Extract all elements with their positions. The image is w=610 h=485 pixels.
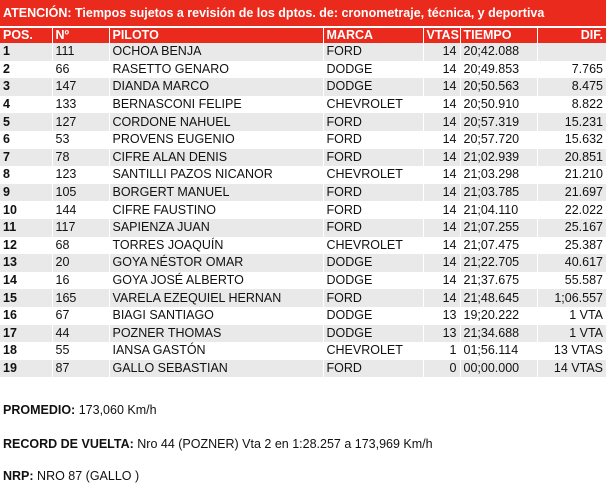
cell-vtas: 13: [423, 325, 460, 343]
table-row: [0, 342, 606, 360]
cell-vtas: 14: [423, 201, 460, 219]
table-row: [0, 166, 606, 184]
cell-piloto: POZNER THOMAS: [109, 325, 323, 343]
cell-dif: 40.617: [537, 254, 606, 272]
cell-piloto: VARELA EZEQUIEL HERNAN: [109, 289, 323, 307]
cell-marca: DODGE: [323, 325, 423, 343]
table-row: [0, 325, 606, 343]
cell-tiempo: 21;07.255: [460, 219, 537, 237]
cell-num: 55: [52, 342, 109, 360]
cell-piloto: TORRES JOAQUÍN: [109, 237, 323, 255]
cell-pos: 3: [0, 78, 52, 96]
promedio-label: PROMEDIO:: [3, 403, 76, 417]
table-row: [0, 113, 606, 131]
cell-vtas: 14: [423, 61, 460, 79]
cell-piloto: GOYA JOSÉ ALBERTO: [109, 272, 323, 290]
promedio-line: [3, 403, 157, 417]
cell-pos: 16: [0, 307, 52, 325]
cell-num: 68: [52, 237, 109, 255]
cell-pos: 11: [0, 219, 52, 237]
record-value: Nro 44 (POZNER) Vta 2 en 1:28.257 a 173,969 Km/h: [137, 437, 433, 451]
cell-dif: 20.851: [537, 149, 606, 167]
cell-pos: 9: [0, 184, 52, 202]
cell-pos: 2: [0, 61, 52, 79]
cell-tiempo: 21;03.785: [460, 184, 537, 202]
cell-piloto: IANSA GASTÓN: [109, 342, 323, 360]
table-row: [0, 289, 606, 307]
cell-vtas: 14: [423, 96, 460, 114]
record-label: RECORD DE VUELTA:: [3, 437, 134, 451]
cell-marca: DODGE: [323, 254, 423, 272]
table-row: [0, 237, 606, 255]
table-row: [0, 131, 606, 149]
cell-marca: CHEVROLET: [323, 237, 423, 255]
cell-dif: 55.587: [537, 272, 606, 290]
cell-vtas: 14: [423, 113, 460, 131]
results-body: [0, 43, 606, 377]
nrp-label: NRP:: [3, 469, 34, 483]
col-header-pos: POS.: [0, 28, 52, 43]
table-row: [0, 78, 606, 96]
table-row: [0, 149, 606, 167]
cell-marca: CHEVROLET: [323, 96, 423, 114]
cell-piloto: PROVENS EUGENIO: [109, 131, 323, 149]
cell-num: 16: [52, 272, 109, 290]
cell-num: 123: [52, 166, 109, 184]
cell-piloto: BORGERT MANUEL: [109, 184, 323, 202]
cell-dif: 21.697: [537, 184, 606, 202]
cell-num: 78: [52, 149, 109, 167]
table-row: [0, 254, 606, 272]
cell-num: 127: [52, 113, 109, 131]
cell-tiempo: 20;50.910: [460, 96, 537, 114]
cell-piloto: CORDONE NAHUEL: [109, 113, 323, 131]
cell-piloto: SANTILLI PAZOS NICANOR: [109, 166, 323, 184]
cell-marca: CHEVROLET: [323, 342, 423, 360]
cell-dif: [537, 43, 606, 61]
cell-pos: 15: [0, 289, 52, 307]
cell-num: 53: [52, 131, 109, 149]
cell-dif: 7.765: [537, 61, 606, 79]
cell-marca: DODGE: [323, 61, 423, 79]
table-row: [0, 96, 606, 114]
record-line: [3, 437, 433, 451]
cell-num: 67: [52, 307, 109, 325]
cell-dif: 14 VTAS: [537, 360, 606, 378]
results-table: [0, 28, 606, 377]
cell-pos: 17: [0, 325, 52, 343]
cell-marca: FORD: [323, 201, 423, 219]
cell-marca: DODGE: [323, 272, 423, 290]
cell-vtas: 14: [423, 237, 460, 255]
cell-num: 133: [52, 96, 109, 114]
cell-pos: 7: [0, 149, 52, 167]
cell-pos: 18: [0, 342, 52, 360]
cell-dif: 13 VTAS: [537, 342, 606, 360]
cell-num: 20: [52, 254, 109, 272]
cell-vtas: 1: [423, 342, 460, 360]
table-row: [0, 184, 606, 202]
cell-vtas: 14: [423, 166, 460, 184]
cell-vtas: 14: [423, 131, 460, 149]
cell-num: 147: [52, 78, 109, 96]
cell-num: 165: [52, 289, 109, 307]
cell-tiempo: 20;49.853: [460, 61, 537, 79]
cell-dif: 15.632: [537, 131, 606, 149]
cell-vtas: 13: [423, 307, 460, 325]
cell-tiempo: 20;57.720: [460, 131, 537, 149]
cell-marca: FORD: [323, 219, 423, 237]
cell-pos: 5: [0, 113, 52, 131]
cell-tiempo: 20;50.563: [460, 78, 537, 96]
cell-tiempo: 21;37.675: [460, 272, 537, 290]
table-row: [0, 219, 606, 237]
cell-marca: FORD: [323, 131, 423, 149]
cell-tiempo: 21;48.645: [460, 289, 537, 307]
cell-dif: 25.167: [537, 219, 606, 237]
cell-dif: 22.022: [537, 201, 606, 219]
col-header-tiempo: TIEMPO: [460, 28, 537, 43]
col-header-vtas: VTAS: [423, 28, 460, 43]
cell-num: 105: [52, 184, 109, 202]
col-header-dif: DIF.: [537, 28, 606, 43]
cell-marca: FORD: [323, 184, 423, 202]
cell-dif: 8.475: [537, 78, 606, 96]
cell-num: 111: [52, 43, 109, 61]
cell-pos: 8: [0, 166, 52, 184]
cell-pos: 4: [0, 96, 52, 114]
cell-dif: 25.387: [537, 237, 606, 255]
cell-dif: 21.210: [537, 166, 606, 184]
attention-banner: ATENCIÓN: Tiempos sujetos a revisión de los dptos. de: cronometraje, técnica, y deportiva: [0, 0, 606, 26]
cell-pos: 6: [0, 131, 52, 149]
cell-dif: 8.822: [537, 96, 606, 114]
cell-tiempo: 21;04.110: [460, 201, 537, 219]
col-header-num: Nº: [52, 28, 109, 43]
cell-marca: CHEVROLET: [323, 166, 423, 184]
cell-tiempo: 21;02.939: [460, 149, 537, 167]
cell-marca: DODGE: [323, 307, 423, 325]
table-row: [0, 272, 606, 290]
cell-num: 87: [52, 360, 109, 378]
cell-marca: FORD: [323, 149, 423, 167]
cell-tiempo: 21;34.688: [460, 325, 537, 343]
cell-vtas: 14: [423, 289, 460, 307]
col-header-marca: MARCA: [323, 28, 423, 43]
cell-dif: 1 VTA: [537, 307, 606, 325]
cell-marca: FORD: [323, 360, 423, 378]
cell-piloto: SAPIENZA JUAN: [109, 219, 323, 237]
cell-tiempo: 19;20.222: [460, 307, 537, 325]
cell-vtas: 14: [423, 272, 460, 290]
cell-vtas: 14: [423, 43, 460, 61]
cell-piloto: GALLO SEBASTIAN: [109, 360, 323, 378]
cell-vtas: 14: [423, 149, 460, 167]
cell-pos: 1: [0, 43, 52, 61]
cell-tiempo: 20;57.319: [460, 113, 537, 131]
cell-tiempo: 20;42.088: [460, 43, 537, 61]
cell-dif: 1 VTA: [537, 325, 606, 343]
nrp-value: NRO 87 (GALLO ): [37, 469, 140, 483]
table-row: [0, 201, 606, 219]
cell-tiempo: 01;56.114: [460, 342, 537, 360]
cell-vtas: 14: [423, 254, 460, 272]
cell-tiempo: 00;00.000: [460, 360, 537, 378]
cell-piloto: RASETTO GENARO: [109, 61, 323, 79]
cell-pos: 13: [0, 254, 52, 272]
col-header-piloto: PILOTO: [109, 28, 323, 43]
cell-pos: 10: [0, 201, 52, 219]
cell-num: 66: [52, 61, 109, 79]
cell-piloto: DIANDA MARCO: [109, 78, 323, 96]
cell-vtas: 14: [423, 219, 460, 237]
table-row: [0, 43, 606, 61]
cell-tiempo: 21;07.475: [460, 237, 537, 255]
cell-vtas: 14: [423, 78, 460, 96]
cell-piloto: BIAGI SANTIAGO: [109, 307, 323, 325]
cell-pos: 14: [0, 272, 52, 290]
cell-tiempo: 21;03.298: [460, 166, 537, 184]
cell-marca: FORD: [323, 289, 423, 307]
cell-marca: DODGE: [323, 78, 423, 96]
cell-piloto: GOYA NÉSTOR OMAR: [109, 254, 323, 272]
cell-tiempo: 21;22.705: [460, 254, 537, 272]
cell-num: 144: [52, 201, 109, 219]
cell-dif: 1;06.557: [537, 289, 606, 307]
cell-piloto: OCHOA BENJA: [109, 43, 323, 61]
cell-pos: 12: [0, 237, 52, 255]
nrp-line: [3, 469, 139, 483]
cell-num: 44: [52, 325, 109, 343]
cell-pos: 19: [0, 360, 52, 378]
cell-dif: 15.231: [537, 113, 606, 131]
cell-marca: FORD: [323, 113, 423, 131]
table-row: [0, 61, 606, 79]
cell-piloto: CIFRE ALAN DENIS: [109, 149, 323, 167]
cell-piloto: BERNASCONI FELIPE: [109, 96, 323, 114]
cell-marca: FORD: [323, 43, 423, 61]
table-row: [0, 307, 606, 325]
cell-piloto: CIFRE FAUSTINO: [109, 201, 323, 219]
promedio-value: 173,060 Km/h: [78, 403, 157, 417]
table-header-row: [0, 28, 606, 43]
cell-vtas: 0: [423, 360, 460, 378]
table-row: [0, 360, 606, 378]
cell-num: 117: [52, 219, 109, 237]
cell-vtas: 14: [423, 184, 460, 202]
